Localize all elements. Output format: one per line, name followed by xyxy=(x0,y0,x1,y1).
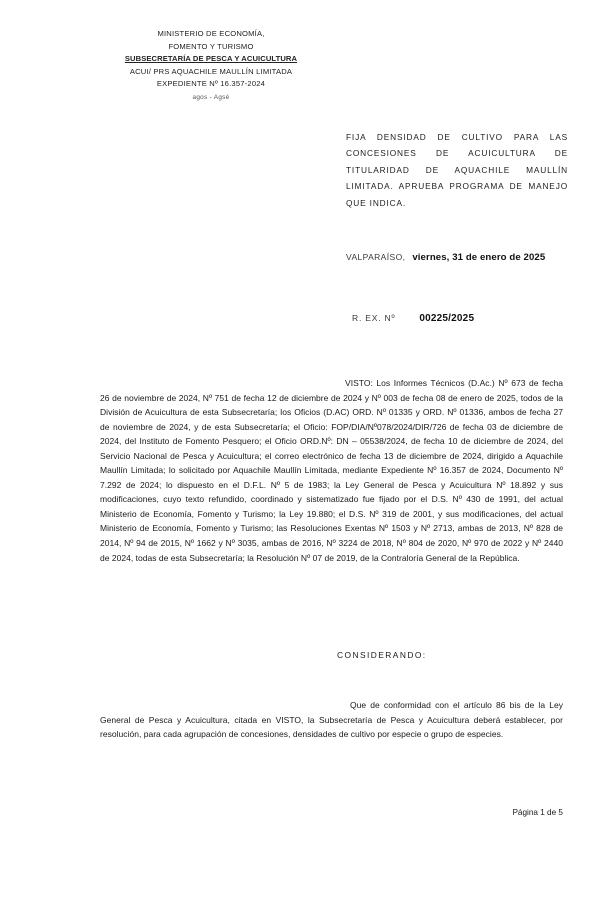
letterhead-subsecretaria: SUBSECRETARÍA DE PESCA Y ACUICULTURA xyxy=(124,54,298,63)
visto-section xyxy=(100,376,563,565)
visto-paragraph: VISTO: Los Informes Técnicos (D.Ac.) Nº 673 de fecha 26 de noviembre de 2024, Nº 751 de fecha 12 de diciembre de 2024 y Nº 003 de fecha 08 de enero de 2025, todos de la División de Acuicultura de esta Subsecretaría; los Oficios (D.AC) ORD. Nº 01335 y ORD. Nº 01336, ambos de fecha 27 de noviembre de 2024, y de esta Subsecretaría; el Oficio: FOP/DIA/Nº078/2024/DIR/726 de fecha 03 de diciembre de 2024, del Instituto de Fomento Pesquero; el Oficio ORD.Nº: DN – 05538/2024, de fecha 10 de diciembre de 2024, del Servicio Nacional de Pesca y Acuicultura; el correo electrónico de fecha 13 de diciembre de 2024, dirigido a Aquachile Maullín Limitada; lo solicitado por Aquachile Maullín Limitada, mediante Expediente Nº 16.357 de 2024, Documento Nº 7.292 de 2024; lo dispuesto en el D.F.L. Nº 5 de 1983; la Ley General de Pesca y Acuicultura Nº 18.892 y sus modificaciones, cuyo texto refundido, coordinado y sistematizado fue fijado por el D.S. Nº 430 de 1991, del actual Ministerio de Economía, Fomento y Turismo; la Ley 19.880; el D.S. Nº 319 de 2001, y sus modificaciones, del actual Ministerio de Economía, Fomento y Turismo; las Resoluciones Exentas Nº 1503 y Nº 2713, ambas de 2013, Nº 828 de 2014, Nº 94 de 2015, Nº 1662 y Nº 3035, ambas de 2016, Nº 3224 de 2018, Nº 804 de 2020, Nº 970 de 2022 y Nº 2440 de 2024, todas de esta Subsecretaría; la Resolución Nº 07 de 2019, de la Contraloría General de la República. xyxy=(100,378,563,563)
page-number: Página 1 de 5 xyxy=(512,808,563,817)
letterhead-ministry-line-1: MINISTERIO DE ECONOMÍA, xyxy=(157,29,265,38)
letterhead-ministry-line-2: FOMENTO Y TURISMO xyxy=(168,41,254,51)
letterhead-company: ACUI/ PRS AQUACHILE MAULLÍN LIMITADA xyxy=(129,66,293,76)
resolution-number-line xyxy=(352,313,474,324)
considerando-section xyxy=(100,698,563,742)
considerando-heading: CONSIDERANDO: xyxy=(337,650,427,660)
place-date-line xyxy=(346,252,576,263)
letterhead-expediente: EXPEDIENTE Nº 16.357-2024 xyxy=(156,79,266,88)
issue-date: viernes, 31 de enero de 2025 xyxy=(412,252,546,263)
resolution-number: 00225/2025 xyxy=(419,313,475,324)
letterhead-initials: agos - Agsé xyxy=(192,93,230,101)
considerando-paragraph: Que de conformidad con el artículo 86 bis de la Ley General de Pesca y Acuicultura, citada en VISTO, la Subsecretaría de Pesca y Acuicultura deberá establecer, por resolución, para cada agrupación de concesiones, densidades de cultivo por especie o grupo de especies. xyxy=(100,700,563,740)
letterhead xyxy=(78,28,344,104)
resolution-label: R. EX. Nº xyxy=(352,313,396,323)
document-title: FIJA DENSIDAD DE CULTIVO PARA LAS CONCESIONES DE ACUICULTURA DE TITULARIDAD DE AQUACHILE MAULLÍN LIMITADA. APRUEBA PROGRAMA DE MANEJO QUE INDICA. xyxy=(346,132,568,208)
place-label: VALPARAÍSO, xyxy=(346,252,406,262)
